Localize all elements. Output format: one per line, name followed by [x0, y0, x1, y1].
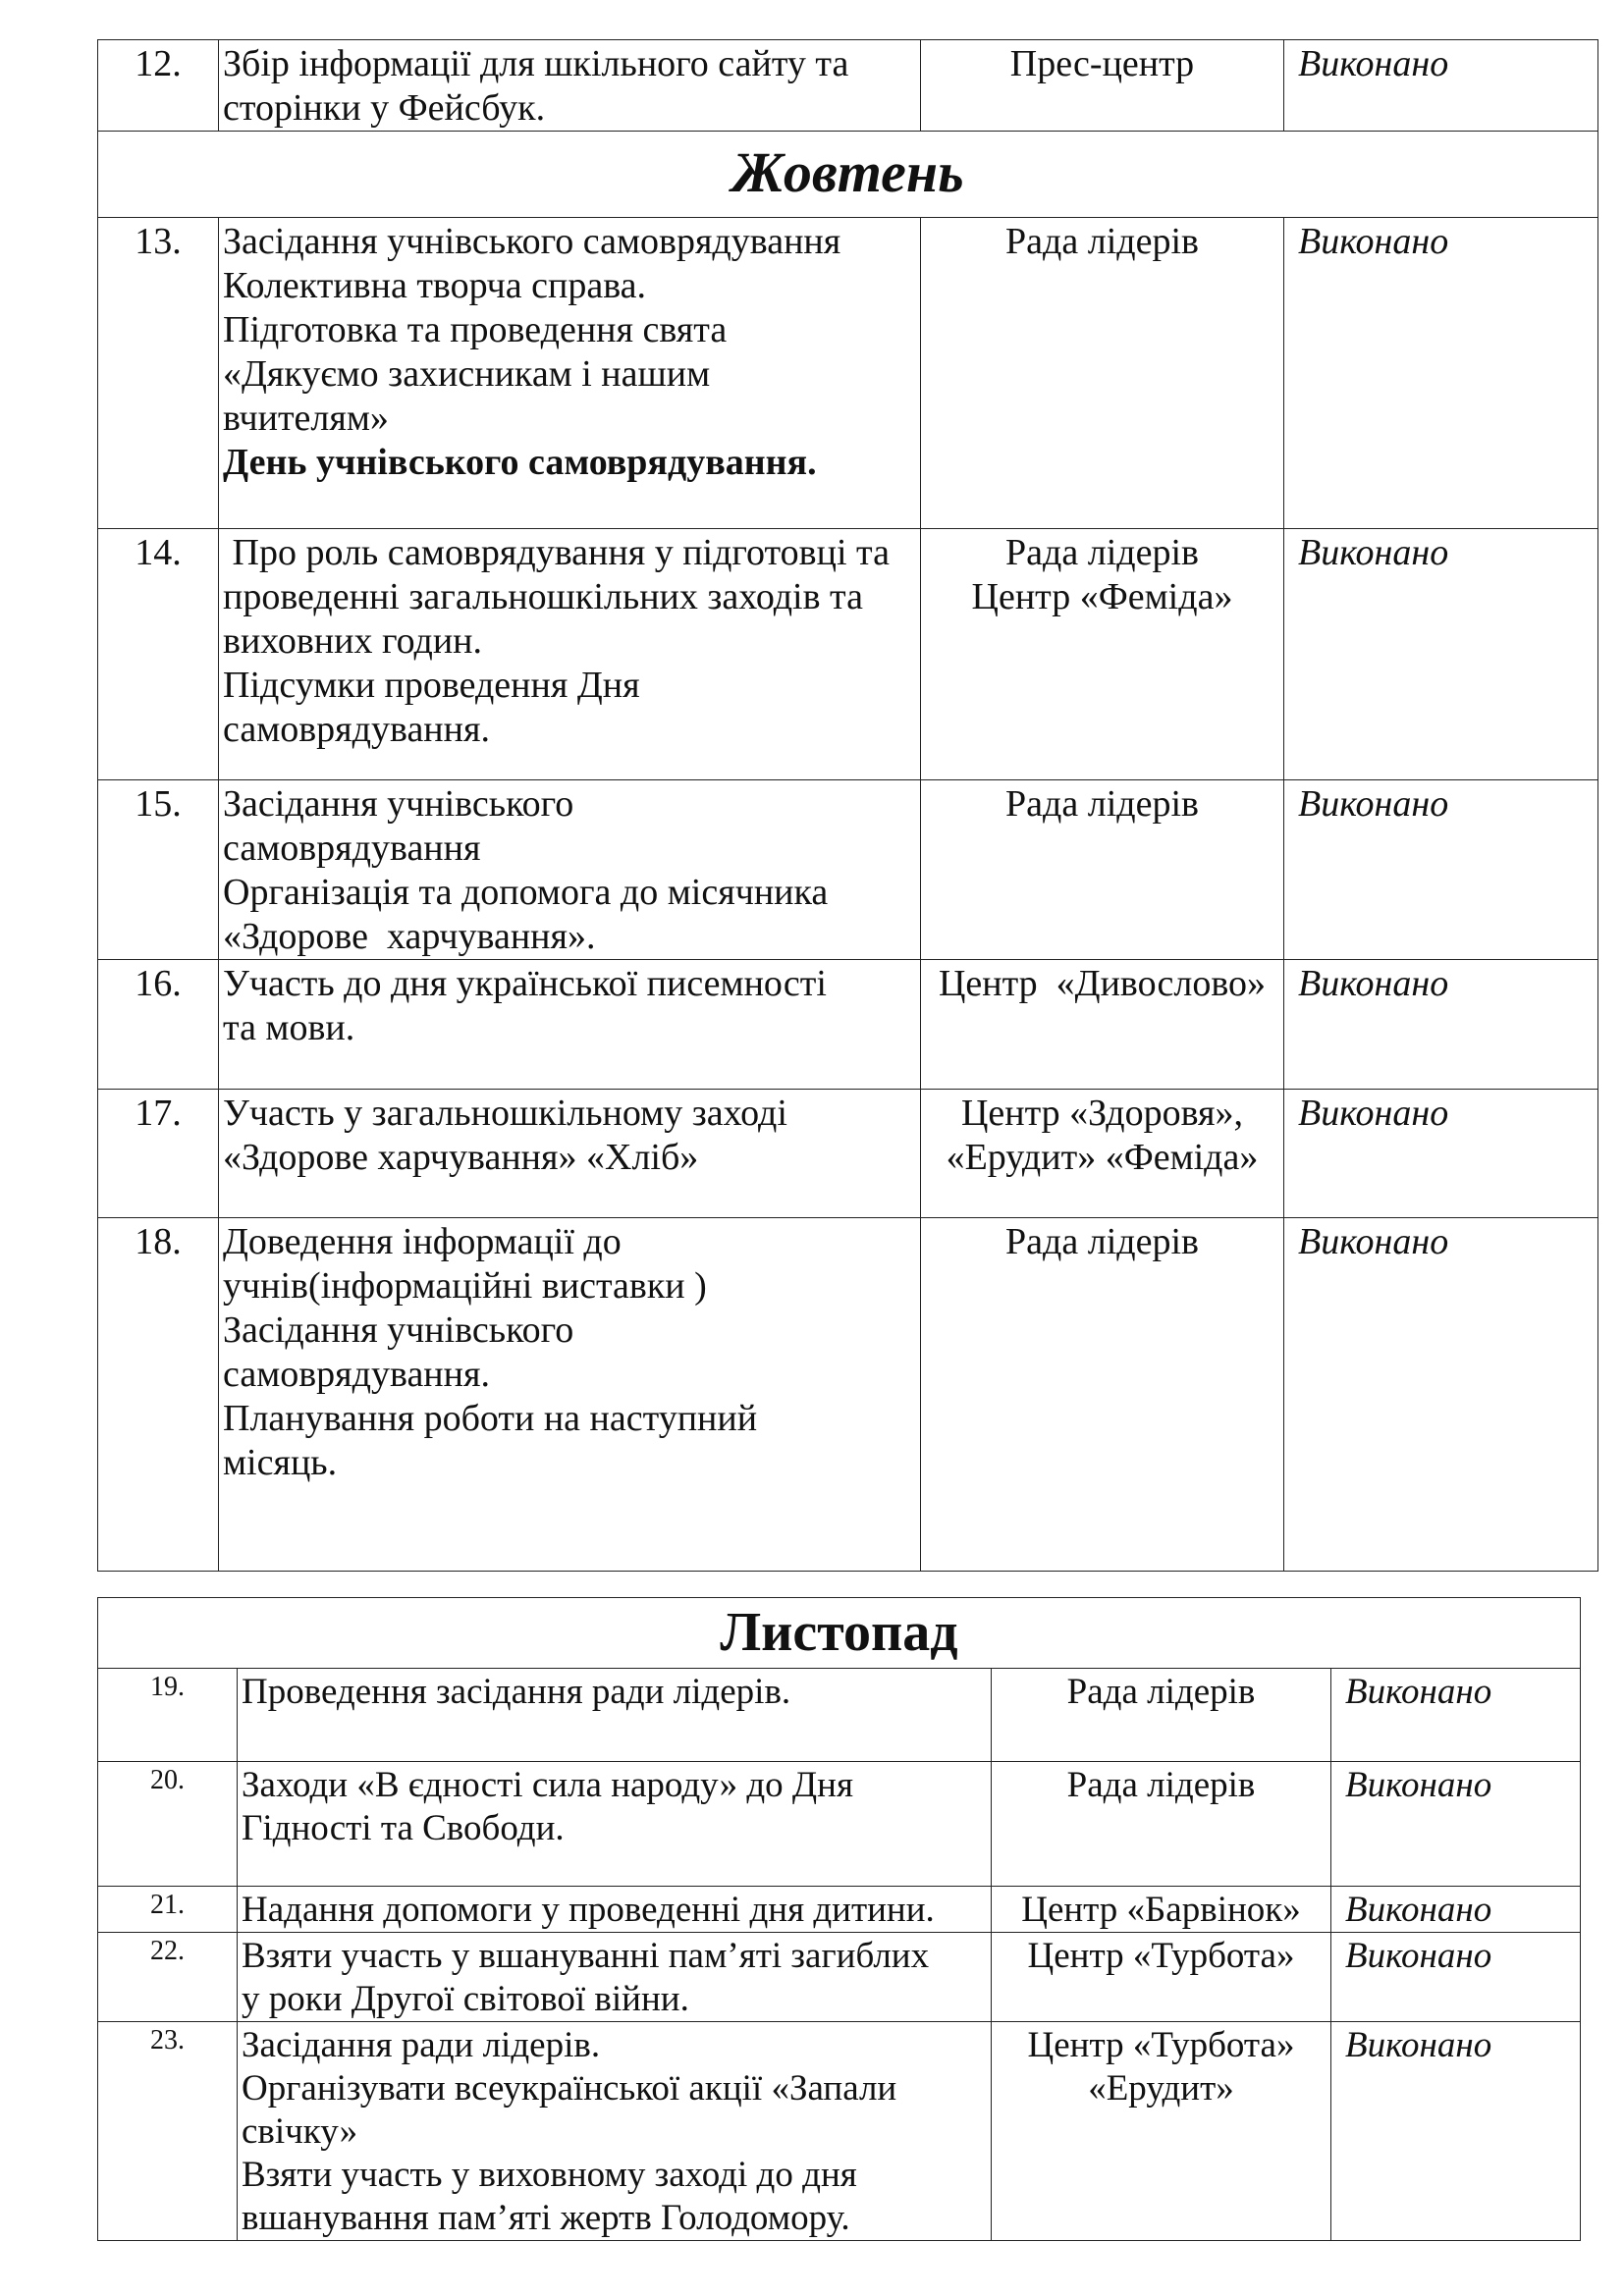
row-number: 23.	[98, 2022, 238, 2241]
activity-line: Гідності та Свободи.	[242, 1808, 565, 1848]
status-cell: Виконано	[1284, 529, 1598, 780]
activity-cell	[219, 780, 921, 960]
activity-line: Засідання учнівського	[223, 1309, 574, 1351]
activity-cell	[219, 218, 921, 529]
activity-cell	[219, 40, 921, 132]
activity-line: Організація та допомога до місячника	[223, 872, 829, 913]
activity-line: Колективна творча справа.	[223, 265, 647, 306]
activity-line: Участь до дня української писемності	[223, 963, 827, 1004]
table-row	[98, 529, 1598, 780]
plan-table-november	[97, 1597, 1581, 2241]
table-row	[98, 1933, 1581, 2022]
activity-line: Заходи «В єдності сила народу» до Дня	[242, 1765, 853, 1805]
row-number: 12.	[98, 40, 219, 132]
activity-line: Про роль самоврядування у підготовці та	[223, 532, 890, 573]
table-row	[98, 780, 1598, 960]
activity-line: «Дякуємо захисникам і нашим	[223, 353, 711, 395]
responsible-cell	[921, 780, 1284, 960]
activity-line: вшанування пам’яті жертв Голодомору.	[242, 2198, 850, 2238]
activity-line: Підсумки проведення Дня	[223, 665, 640, 706]
table-row	[98, 1090, 1598, 1218]
row-number: 13.	[98, 218, 219, 529]
row-number: 22.	[98, 1933, 238, 2022]
activity-line: самоврядування.	[223, 1354, 490, 1395]
row-number: 20.	[98, 1762, 238, 1887]
activity-line: Доведення інформації до	[223, 1221, 622, 1262]
responsible-line: Центр «Турбота»	[1027, 1936, 1295, 1976]
activity-line: самоврядування.	[223, 709, 490, 750]
row-number: 21.	[98, 1887, 238, 1933]
activity-line: Планування роботи на наступний	[223, 1398, 758, 1439]
activity-line: свічку»	[242, 2111, 358, 2152]
activity-line: Надання допомоги у проведенні дня дитини.	[242, 1890, 935, 1930]
plan-table-october	[97, 39, 1598, 1572]
row-number: 15.	[98, 780, 219, 960]
status-cell: Виконано	[1284, 1218, 1598, 1572]
responsible-line: Рада лідерів	[1005, 532, 1199, 573]
responsible-line: Центр «Барвінок»	[1021, 1890, 1301, 1930]
responsible-line: Рада лідерів	[1005, 1221, 1199, 1262]
activity-line: у роки Другої світової війни.	[242, 1979, 689, 2019]
activity-cell	[238, 1669, 992, 1762]
table-row	[98, 2022, 1581, 2241]
activity-cell	[219, 1090, 921, 1218]
month-title: Жовтень	[98, 132, 1598, 218]
row-number: 19.	[98, 1669, 238, 1762]
status-cell: Виконано	[1331, 1887, 1581, 1933]
activity-line: «Здорове харчування».	[223, 916, 596, 957]
activity-line: проведенні загальношкільних заходів та	[223, 576, 863, 617]
activity-line: Засідання учнівського	[223, 783, 574, 825]
status-cell: Виконано	[1331, 1762, 1581, 1887]
status-cell: Виконано	[1284, 960, 1598, 1090]
activity-line: Засідання ради лідерів.	[242, 2025, 601, 2065]
row-number: 18.	[98, 1218, 219, 1572]
responsible-line: «Ерудит»	[1088, 2068, 1234, 2109]
table-row	[98, 1669, 1581, 1762]
activity-line: Участь у загальношкільному заході	[223, 1093, 787, 1134]
row-number: 16.	[98, 960, 219, 1090]
activity-line: Збір інформації для шкільного сайту та	[223, 43, 849, 84]
activity-line: місяць.	[223, 1442, 338, 1483]
activity-line: та мови.	[223, 1007, 355, 1048]
responsible-cell	[921, 1218, 1284, 1572]
status-cell: Виконано	[1284, 780, 1598, 960]
responsible-line: Центр «Турбота»	[1027, 2025, 1295, 2065]
activity-line-bold: День учнівського самоврядування.	[223, 442, 817, 483]
responsible-line: Центр «Здоровя»,	[960, 1093, 1244, 1134]
status-cell: Виконано	[1284, 40, 1598, 132]
responsible-cell	[921, 529, 1284, 780]
activity-cell	[219, 1218, 921, 1572]
activity-line: Взяти участь у вшануванні пам’яті загиблих	[242, 1936, 930, 1976]
table-row	[98, 1218, 1598, 1572]
status-cell: Виконано	[1284, 218, 1598, 529]
activity-cell	[219, 960, 921, 1090]
activity-line: вчителям»	[223, 398, 389, 439]
responsible-line: Прес-центр	[1009, 43, 1195, 84]
activity-cell	[238, 1762, 992, 1887]
activity-cell	[238, 1933, 992, 2022]
responsible-line: Рада лідерів	[1005, 783, 1199, 825]
responsible-cell	[992, 1669, 1331, 1762]
row-number: 17.	[98, 1090, 219, 1218]
month-title: Листопад	[98, 1598, 1581, 1669]
responsible-cell	[992, 1887, 1331, 1933]
row-number: 14.	[98, 529, 219, 780]
table-row	[98, 1887, 1581, 1933]
month-header-row	[98, 1598, 1581, 1669]
activity-line: виховних годин.	[223, 620, 482, 662]
activity-line: Проведення засідання ради лідерів.	[242, 1672, 791, 1712]
table-row	[98, 1762, 1581, 1887]
activity-line: Засідання учнівського самоврядування	[223, 221, 841, 262]
table-row	[98, 960, 1598, 1090]
responsible-cell	[992, 1933, 1331, 2022]
table-row	[98, 218, 1598, 529]
responsible-cell	[921, 1090, 1284, 1218]
responsible-line: Центр «Феміда»	[971, 576, 1233, 617]
activity-line: Організувати всеукраїнської акції «Запали	[242, 2068, 897, 2109]
responsible-line: Рада лідерів	[1005, 221, 1199, 262]
table-row	[98, 40, 1598, 132]
responsible-cell	[992, 1762, 1331, 1887]
responsible-line: «Ерудит» «Феміда»	[946, 1137, 1259, 1178]
status-cell: Виконано	[1331, 2022, 1581, 2241]
activity-line: сторінки у Фейсбук.	[223, 87, 546, 129]
status-cell: Виконано	[1284, 1090, 1598, 1218]
activity-cell	[238, 2022, 992, 2241]
status-cell: Виконано	[1331, 1669, 1581, 1762]
responsible-line: Рада лідерів	[1066, 1765, 1256, 1805]
responsible-cell	[921, 960, 1284, 1090]
responsible-line: Центр «Дивослово»	[938, 963, 1267, 1004]
responsible-cell	[992, 2022, 1331, 2241]
activity-line: Взяти участь у виховному заході до дня	[242, 2155, 857, 2195]
responsible-cell	[921, 218, 1284, 529]
month-header-row	[98, 132, 1598, 218]
status-cell: Виконано	[1331, 1933, 1581, 2022]
activity-line: самоврядування	[223, 828, 481, 869]
activity-cell	[238, 1887, 992, 1933]
activity-cell	[219, 529, 921, 780]
activity-line: учнів(інформаційні виставки )	[223, 1265, 707, 1307]
activity-line: «Здорове харчування» «Хліб»	[223, 1137, 699, 1178]
responsible-cell	[921, 40, 1284, 132]
responsible-line: Рада лідерів	[1066, 1672, 1256, 1712]
activity-line: Підготовка та проведення свята	[223, 309, 728, 350]
